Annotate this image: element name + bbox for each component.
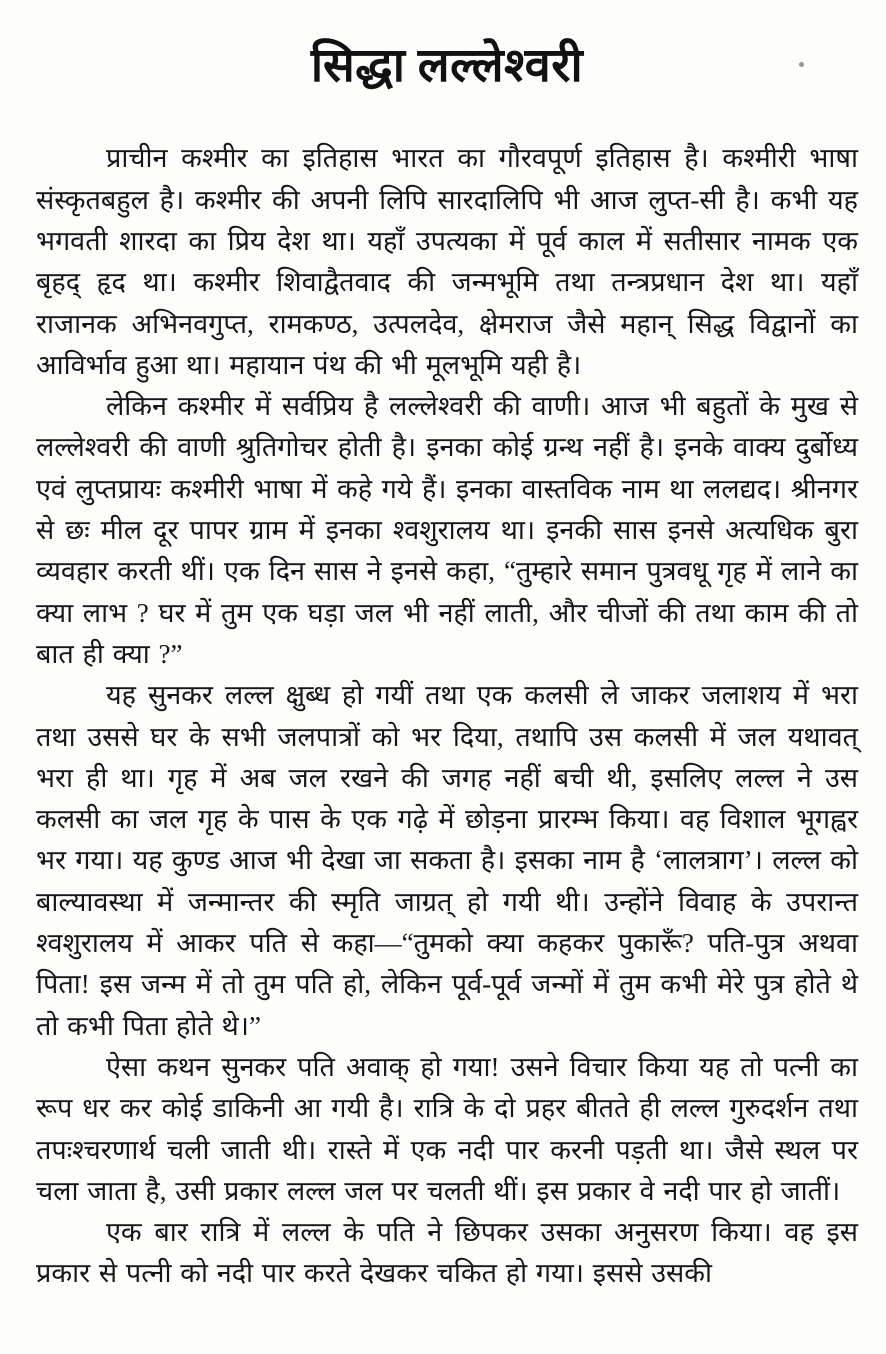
- body-paragraph-1: प्राचीन कश्मीर का इतिहास भारत का गौरवपूर्ण इतिहास है। कश्मीरी भाषा संस्कृतबहुल है। कश्मीर की अपनी लिपि सारदालिपि भी आज लुप्त-सी है। कभी यह भगवती शारदा का प्रिय देश था। यहाँ उपत्यका में पूर्व काल में सतीसार नामक एक बृहद् हृद था। कश्मीर शिवाद्वैतवाद की जन्मभूमि तथा तन्त्रप्रधान देश था। यहाँ राजानक अभिनवगुप्त, रामकण्ठ, उत्पलदेव, क्षेमराज जैसे महान् सिद्ध विद्वानों का आविर्भाव हुआ था। महायान पंथ की भी मूलभूमि यही है।: [36, 143, 858, 380]
- scan-speck: [799, 62, 804, 67]
- page-title: सिद्धा लल्लेश्वरी: [310, 40, 584, 92]
- page-body: [36, 138, 858, 1294]
- body-paragraph-2: लेकिन कश्मीर में सर्वप्रिय है लल्लेश्वरी की वाणी। आज भी बहुतों के मुख से लल्लेश्वरी की वाणी श्रुतिगोचर होती है। इनका कोई ग्रन्थ नहीं है। इनके वाक्य दुर्बोध्य एवं लुप्तप्रायः कश्मीरी भाषा में कहे गये हैं। इनका वास्तविक नाम था ललद्यद। श्रीनगर से छः मील दूर पापर ग्राम में इनका श्वशुरालय था। इनकी सास इनसे अत्यधिक बुरा व्यवहार करती थीं। एक दिन सास ने इनसे कहा, “तुम्हारे समान पुत्रवधू गृह में लाने का क्या लाभ ? घर में तुम एक घड़ा जल भी नहीं लाती, और चीजों की तथा काम की तो बात ही क्या ?”: [36, 391, 858, 669]
- body-paragraph-3: यह सुनकर लल्ल क्षुब्ध हो गयीं तथा एक कलसी ले जाकर जलाशय में भरा तथा उससे घर के सभी जलपात्रों को भर दिया, तथापि उस कलसी में जल यथावत् भरा ही था। गृह में अब जल रखने की जगह नहीं बची थी, इसलिए लल्ल ने उस कलसी का जल गृह के पास के एक गढ़े में छोड़ना प्रारम्भ किया। वह विशाल भूगह्वर भर गया। यह कुण्ड आज भी देखा जा सकता है। इसका नाम है ‘लालत्राग’। लल्ल को बाल्यावस्था में जन्मान्तर की स्मृति जाग्रत् हो गयी थी। उन्होंने विवाह के उपरान्त श्वशुरालय में आकर पति से कहा—“तुमको क्या कहकर पुकारूँ? पति-पुत्र अथवा पिता! इस जन्म में तो तुम पति हो, लेकिन पूर्व-पूर्व जन्मों में तुम कभी मेरे पुत्र होते थे तो कभी पिता होते थे।”: [36, 680, 858, 1041]
- body-paragraph-5: एक बार रात्रि में लल्ल के पति ने छिपकर उसका अनुसरण किया। वह इस प्रकार से पत्नी को नदी पार करते देखकर चकित हो गया। इससे उसकी: [36, 1217, 858, 1289]
- body-paragraph-4: ऐसा कथन सुनकर पति अवाक् हो गया! उसने विचार किया यह तो पत्नी का रूप धर कर कोई डाकिनी आ गयी है। रात्रि के दो प्रहर बीतते ही लल्ल गुरुदर्शन तथा तपःश्चरणार्थ चली जाती थी। रास्ते में एक नदी पार करनी पड़ती था। जैसे स्थल पर चला जाता है, उसी प्रकार लल्ल जल पर चलती थीं। इस प्रकार वे नदी पार हो जातीं।: [36, 1051, 858, 1206]
